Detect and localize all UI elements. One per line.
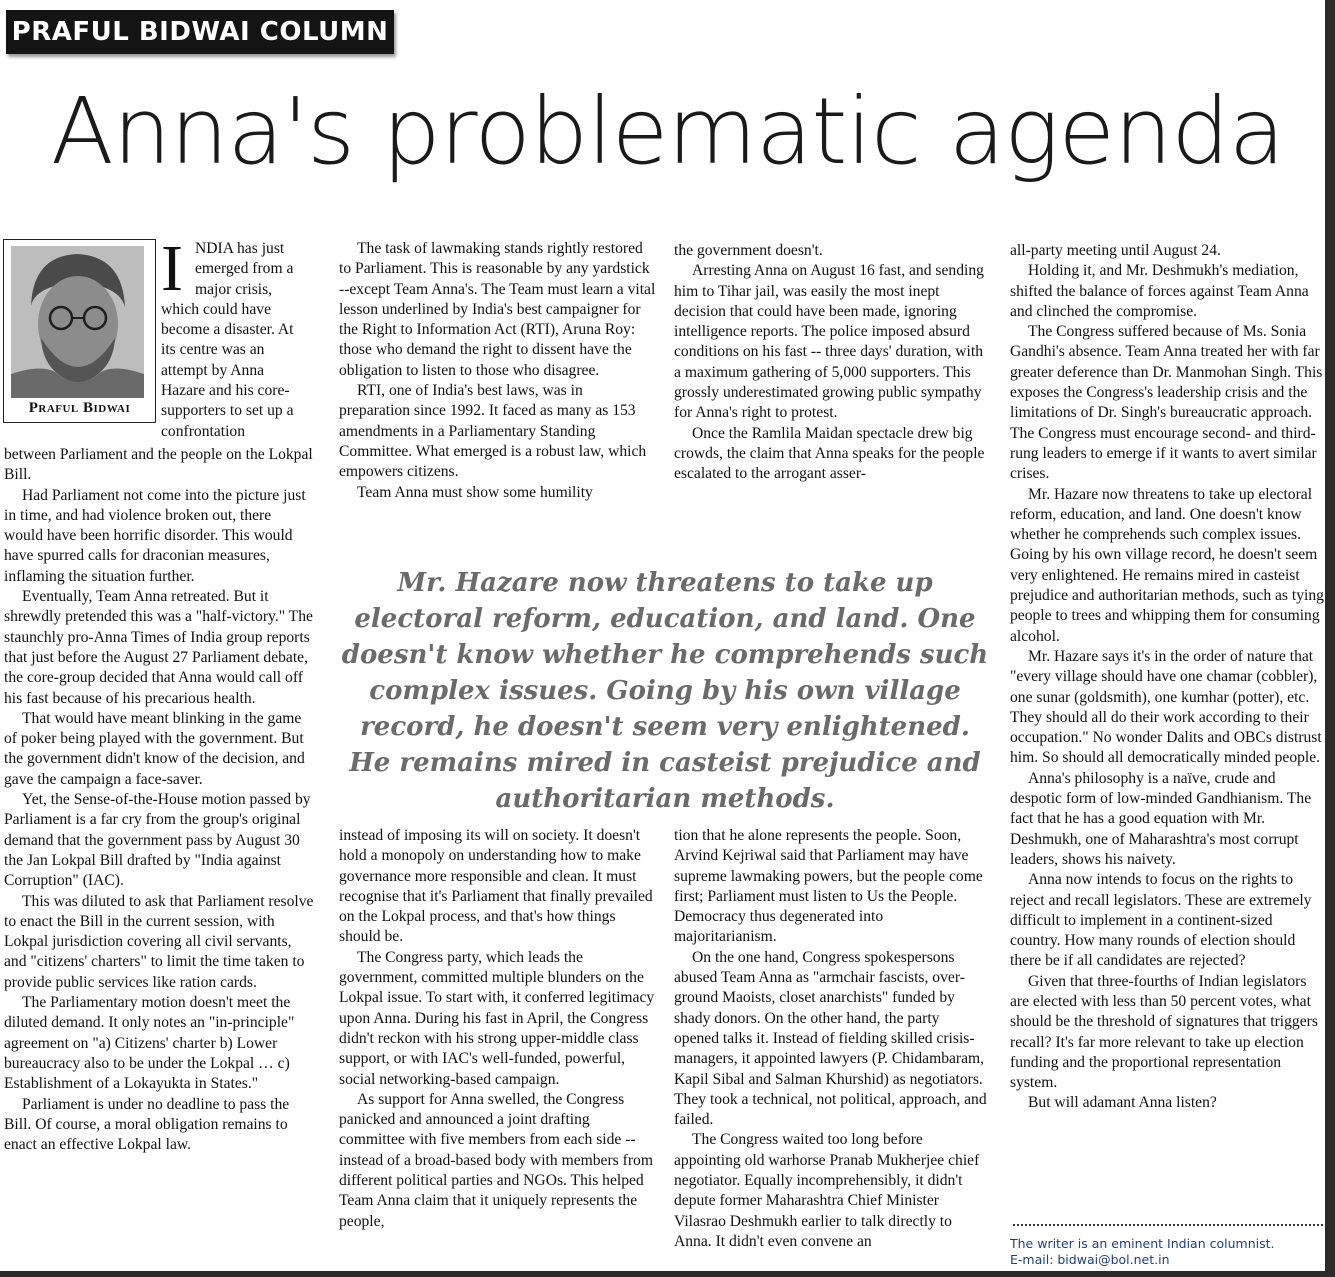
article-paragraph: Yet, the Sense-of-the-House motion passed by Parliament is a far cry from the group's original demand that the government pass by August 30 the Jan Lokpal Bill drafted by "India against Corruption" (IAC). xyxy=(4,791,311,890)
article-paragraph: between Parliament and the people on the Lokpal Bill. xyxy=(4,446,313,484)
article-paragraph: The Congress party, which leads the government, committed multiple blunders on the Lokpal issue. To start with, it conferred legitimacy upon Anna. During his fast in April, the Congress didn't reckon with his strong upper-middle class support, or with IAC's well-funded, powerful, social networking-based campaign. xyxy=(339,948,655,1088)
article-paragraph: RTI, one of India's best laws, was in preparation since 1992. It faced as many as 153 amendments in a Parliamentary Standing Committee. What emerged is a robust law, which empowers citizens. xyxy=(339,382,647,481)
lead-line: which could have xyxy=(161,300,271,318)
author-email: E-mail: bidwai@bol.net.in xyxy=(1010,1252,1170,1267)
article-paragraph: That would have meant blinking in the game of poker being played with the government. But the government didn't know of the decision, and gave the campaign a face-saver. xyxy=(4,709,305,788)
lead-line: NDIA has just xyxy=(195,240,285,257)
column-2-bottom xyxy=(339,826,656,1232)
lead-line: become a disaster. At xyxy=(161,321,294,339)
article-paragraph: The Congress suffered because of Ms. Sonia Gandhi's absence. Team Anna treated her with far greater deference than Dr. Manmohan Singh. This exposes the Congress's leadership crisis and the limitations of Dr. Singh's bureaucratic approach. The Congress must encourage second- and third-rung leaders to emerge if it wants to avert similar crises. xyxy=(1010,323,1323,483)
column-4 xyxy=(1010,241,1324,1114)
column-1-body xyxy=(4,445,314,1155)
footer-divider xyxy=(1013,1224,1323,1226)
column-3-top xyxy=(674,241,986,485)
headline: Anna's problematic agenda xyxy=(50,78,1285,185)
article-paragraph: Holding it, and Mr. Deshmukh's mediation, shifted the balance of forces against Team Anna and clinched the compromise. xyxy=(1010,262,1309,320)
lead-paragraph-wrap xyxy=(161,232,313,442)
lead-line: attempt by Anna xyxy=(161,361,265,379)
column-3-bottom xyxy=(674,826,988,1252)
lead-line: supporters to set up a xyxy=(161,402,294,420)
column-tag: PRAFUL BIDWAI COLUMN xyxy=(6,10,394,54)
article-paragraph: Once the Ramlila Maidan spectacle drew big crowds, the claim that Anna speaks for the people escalated to the arrogant asser- xyxy=(674,424,985,483)
article-paragraph: Mr. Hazare now threatens to take up electoral reform, education, and land. One doesn't know whether he comprehends such complex issues. Going by his own village record, he doesn't seem very enlightened. He remains mired in casteist prejudice and authoritarian methods, such as tying people to trees and whipping them for consuming alcohol. xyxy=(1010,485,1324,645)
article-paragraph: instead of imposing its will on society. It doesn't hold a monopoly on understanding how to make governance more responsible and clean. It must recognise that it's Parliament that finally prevailed on the Lokpal process, and that's how things should be. xyxy=(339,827,653,946)
author-portrait-image xyxy=(11,246,144,398)
author-photo-caption: Praful Bidwai xyxy=(28,400,131,416)
pull-quote: Mr. Hazare now threatens to take up electoral reform, education, and land. One doesn't know whether he comprehends such complex issues. Going by his own village record, he doesn't seem very enlightened. He remains mired in casteist prejudice and authoritarian methods. xyxy=(341,568,989,814)
article-paragraph: The Parliamentary motion doesn't meet the diluted demand. It only notes an "in-principle" agreement on "a) Citizens' charter b) Lower bureaucracy also to be under the Lokpal … c) Establishment of a Lokayukta in States." xyxy=(4,994,295,1093)
article-paragraph: all-party meeting until August 24. xyxy=(1010,242,1221,259)
article-paragraph: Team Anna must show some humility xyxy=(357,483,593,501)
article-paragraph: Mr. Hazare says it's in the order of nature that "every village should have one chamar (cobbler), one sunar (goldsmith), one kumhar (potter), etc. They should all do their work according to their occupation." No wonder Dalits and OBCs distrust him. So should all democratically minded people. xyxy=(1010,647,1322,767)
article-paragraph: As support for Anna swelled, the Congress panicked and announced a joint drafting committee with five members from each side -- instead of a broad-based body with members from different political parties and NGOs. This helped Team Anna claim that it uniquely represents the people, xyxy=(339,1090,653,1230)
drop-cap: I xyxy=(161,232,183,305)
page-edge-bottom xyxy=(0,1271,1335,1277)
lead-line: emerged from a xyxy=(195,260,294,278)
article-paragraph: Parliament is under no deadline to pass the Bill. Of course, a moral obligation remains to enact an effective Lokpal law. xyxy=(4,1095,290,1154)
article-paragraph: Anna's philosophy is a naïve, crude and despotic form of low-minded Gandhianism. The fact that he has a good equation with Mr. Deshmukh, one of Maharashtra's most corrupt leaders, shows his naivety. xyxy=(1010,769,1312,868)
article-paragraph: Given that three-fourths of Indian legislators are elected with less than 50 percent votes, what should be the threshold of signatures that triggers recall? It's far more relevant to take up election funding and the proportional representation system. xyxy=(1010,972,1318,1092)
article-paragraph: The task of lawmaking stands rightly restored to Parliament. This is reasonable by any yardstick --except Team Anna's. The Team must learn a vital lesson underlined by India's best campaigner for the Right to Information Act (RTI), Aruna Roy: those who demand the right to dissent have the obligation to listen to those who disagree. xyxy=(339,240,656,379)
lead-line: major crisis, xyxy=(195,280,273,298)
author-photo-box xyxy=(3,239,156,423)
article-paragraph: This was diluted to ask that Parliament resolve to enact the Bill in the current session, with Lokpal jurisdiction covering all civil servants, and "citizens' charters" to limit the time taken to provide public services like ration cards. xyxy=(4,892,314,991)
article-paragraph: the government doesn't. xyxy=(674,242,823,259)
column-2-top xyxy=(339,239,656,503)
article-paragraph: tion that he alone represents the people. Soon, Arvind Kejriwal said that Parliament may have supreme lawmaking powers, but the people come first; Parliament must listen to Us the People. Democracy thus degenerated into majoritarianism. xyxy=(674,827,983,946)
author-bio: The writer is an eminent Indian columnist. xyxy=(1010,1236,1275,1251)
article-paragraph: The Congress waited too long before appointing old warhorse Pranab Mukherjee chief negotiator. Equally incomprehensibly, it didn't depute former Maharashtra Chief Minister Vilasrao Deshmukh earlier to talk directly to Anna. It didn't even convene an xyxy=(674,1131,980,1250)
lead-line: its centre was an xyxy=(161,341,265,359)
article-paragraph: But will adamant Anna listen? xyxy=(1028,1094,1217,1112)
article-paragraph: Had Parliament not come into the picture just in time, and had violence broken out, there would have been horrific disorder. This would have spurred calls for draconian measures, inflaming the situation further. xyxy=(4,486,306,585)
lead-line: Hazare and his core- xyxy=(161,382,290,400)
article-paragraph: Anna now intends to focus on the rights to reject and recall legislators. These are extremely difficult to implement in a continent-sized country. How many rounds of election should there be if all candidates are rejected? xyxy=(1010,871,1312,970)
author-note xyxy=(1010,1236,1320,1268)
article-paragraph: On the one hand, Congress spokespersons abused Team Anna as "armchair fascists, over-ground Maoists, closet anarchists" funded by shady donors. On the other hand, the party opened talks it. Instead of fielding skilled crisis-managers, it appointed lawyers (P. Chidambaram, Kapil Sibal and Salman Khurshid) as negotiators. They took a technical, not political, approach, and failed. xyxy=(674,948,987,1129)
author-photo xyxy=(11,246,144,398)
lead-line: confrontation xyxy=(161,422,246,440)
article-paragraph: Arresting Anna on August 16 fast, and sending him to Tihar jail, was easily the most inept decision that could have been made, ignoring intelligence reports. The police imposed absurd conditions on his fast -- three days' duration, with a maximum gathering of 5,000 supporters. This grossly underestimated growing public sympathy for Anna's right to protest. xyxy=(674,262,984,422)
article-paragraph: Eventually, Team Anna retreated. But it shrewdly pretended this was a "half-victory." The staunchly pro-Anna Times of India group reports that just before the August 27 Parliament debate, the core-group decided that Anna would call off his fast because of his precarious health. xyxy=(4,588,313,707)
